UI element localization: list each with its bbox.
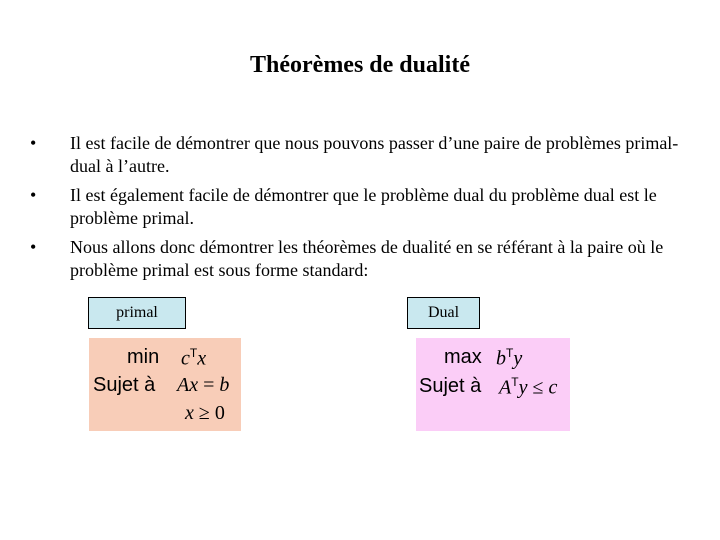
primal-obj-x: x: [197, 347, 207, 370]
primal-obj-c: c: [181, 347, 190, 370]
dual-max-label: max: [444, 346, 482, 368]
primal-subject-to-label: Sujet à: [93, 374, 156, 396]
slide-title: Théorèmes de dualité: [250, 52, 470, 78]
dual-constraint-transpose: T: [511, 375, 519, 389]
primal-nonneg-zero: 0: [214, 402, 225, 424]
primal-tag: primal: [88, 297, 186, 329]
bullet-text: Il est facile de démontrer que nous pouvons passer d’une paire de problèmes primal-dual à l’autre.: [70, 133, 679, 176]
dual-obj-transpose: T: [506, 346, 514, 360]
dual-obj-b: b: [496, 347, 506, 370]
bullet-marker: •: [30, 185, 37, 205]
dual-obj-y: y: [513, 347, 523, 370]
bullet-marker: •: [30, 133, 37, 153]
primal-nonneg-x: x: [185, 402, 194, 424]
primal-constraint-ax: Ax: [177, 374, 199, 396]
dual-constraint: [499, 375, 557, 400]
primal-constraint-op: =: [198, 374, 220, 396]
bullet-item: [30, 184, 702, 230]
dual-tag: Dual: [407, 297, 480, 329]
bullet-text: Il est également facile de démontrer que le problème dual du problème dual est le problème primal.: [70, 185, 657, 228]
bullet-item: [30, 132, 702, 178]
dual-objective: [496, 346, 522, 371]
primal-formulation-box: [89, 338, 241, 431]
primal-min-label: min: [127, 346, 160, 368]
dual-constraint-y: y: [518, 376, 528, 399]
bullet-list: [30, 132, 702, 288]
dual-constraint-a: A: [499, 376, 512, 399]
dual-formulation-box: [416, 338, 570, 431]
primal-nonneg-op: ≥: [193, 402, 215, 424]
bullet-item: [30, 236, 702, 282]
dual-constraint-c: c: [548, 376, 558, 399]
primal-nonnegativity: [185, 402, 225, 425]
dual-constraint-op: ≤: [527, 376, 549, 399]
bullet-text: Nous allons donc démontrer les théorèmes de dualité en se référant à la paire où le problème primal est sous forme standard:: [70, 237, 664, 280]
bullet-marker: •: [30, 237, 37, 257]
dual-subject-to-label: Sujet à: [419, 375, 482, 397]
primal-constraint-b: b: [219, 374, 230, 396]
primal-objective: [181, 346, 206, 371]
primal-constraint: [177, 374, 229, 397]
primal-obj-transpose: T: [189, 346, 198, 360]
